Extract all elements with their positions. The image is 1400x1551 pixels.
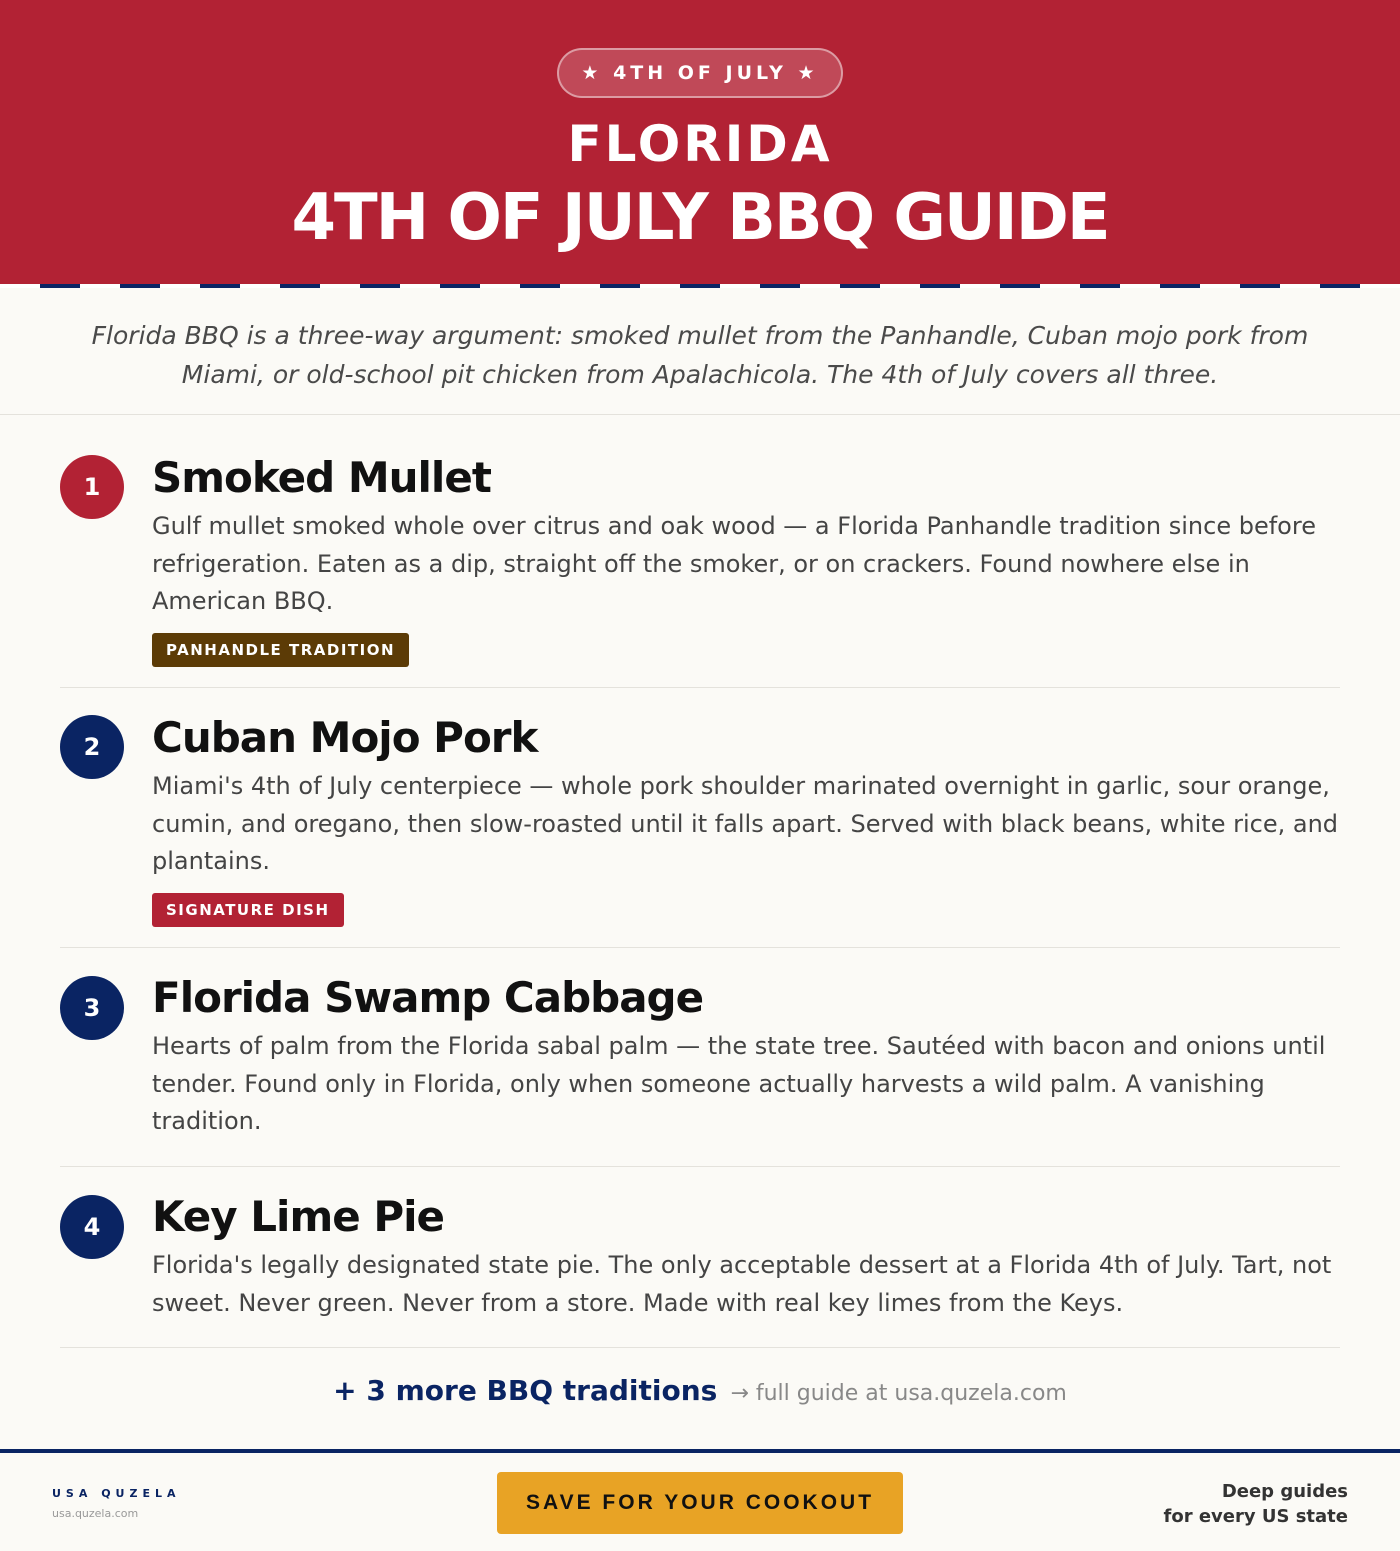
item-description: Florida's legally designated state pie. The only acceptable dessert at a Florida 4th of July. Tart, not sweet. Never green. Never from a store. Made with real key limes from the Keys. [152,1251,1332,1317]
item-description: Gulf mullet smoked whole over citrus and oak wood — a Florida Panhandle tradition since before refrigeration. Eaten as a dip, straight off the smoker, or on crackers. Found nowhere else in American BBQ. [152,512,1316,615]
save-for-cookout-button[interactable]: SAVE FOR YOUR COOKOUT [497,1472,903,1534]
divider [0,414,1400,415]
item-title: Key Lime Pie [152,1192,444,1241]
holiday-badge: ★ 4TH OF JULY ★ [557,48,843,98]
item-number-badge: 4 [60,1195,124,1259]
item-description: Hearts of palm from the Florida sabal palm — the state tree. Sautéed with bacon and onions until tender. Found only in Florida, only when someone actually harvests a wild palm. A vanishing tradition. [152,1032,1326,1135]
list-item-cuban-mojo-pork [60,688,1340,948]
item-number-badge: 1 [60,455,124,519]
state-name: FLORIDA [567,115,833,173]
full-guide-link[interactable]: → full guide at usa.quzela.com [730,1381,1067,1406]
footer-tagline [1164,1479,1349,1529]
footer [0,1449,1400,1551]
item-title: Smoked Mullet [152,453,491,502]
tagline-line-2: for every US state [1163,1506,1348,1527]
brand-name: USA QUZELA [52,1487,181,1500]
more-traditions-link[interactable] [0,1374,1400,1407]
brand-url[interactable]: usa.quzela.com [52,1507,139,1520]
bbq-list [60,428,1340,1348]
intro-text: Florida BBQ is a three-way argument: smoked mullet from the Panhandle, Cuban mojo pork from Miami, or old-school pit chicken from Apalachicola. The 4th of July covers all three. [91,321,1309,389]
item-description: Miami's 4th of July centerpiece — whole pork shoulder marinated overnight in garlic, sour orange, cumin, and oregano, then slow-roasted until it falls apart. Served with black beans, white rice, and plantains. [152,772,1339,875]
list-item-swamp-cabbage [60,948,1340,1167]
item-number-badge: 2 [60,715,124,779]
item-tag: PANHANDLE TRADITION [152,633,409,667]
more-traditions-label[interactable]: + 3 more BBQ traditions [333,1374,718,1407]
item-tag: SIGNATURE DISH [152,893,344,927]
tagline-line-1: Deep guides [1221,1481,1348,1502]
item-number-badge: 3 [60,976,124,1040]
hero-header [0,0,1400,284]
item-title: Florida Swamp Cabbage [152,973,704,1022]
item-title: Cuban Mojo Pork [152,713,538,762]
list-item-key-lime-pie [60,1167,1340,1348]
page-title: 4TH OF JULY BBQ GUIDE [291,181,1109,255]
list-item-smoked-mullet [60,428,1340,688]
flag-stripe-divider [0,284,1400,288]
